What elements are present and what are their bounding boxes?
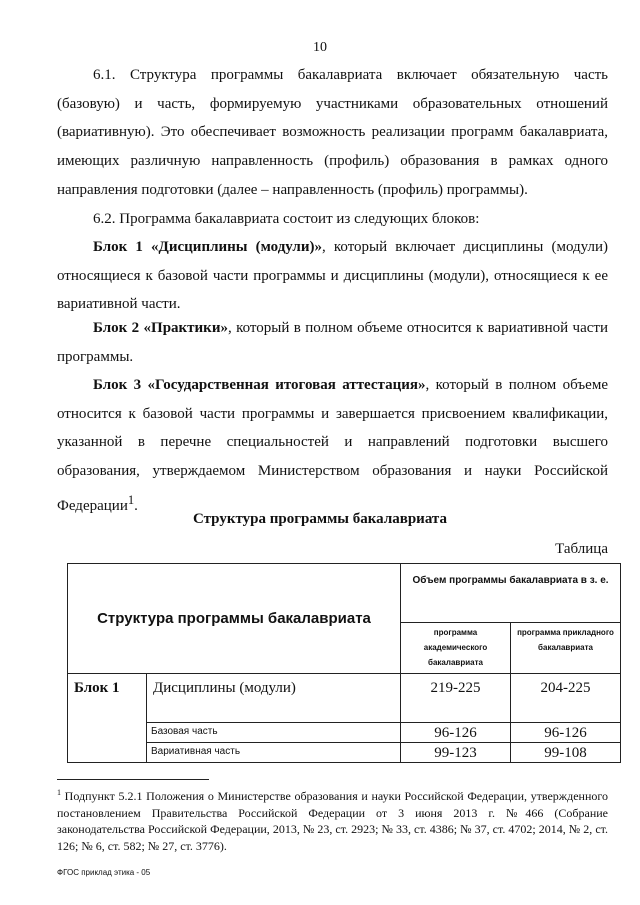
header-structure: Структура программы бакалавриата bbox=[68, 564, 401, 674]
paragraph-6-2: 6.2. Программа бакалавриата состоит из следующих блоков: bbox=[93, 211, 480, 227]
row-name: Базовая часть bbox=[147, 723, 401, 743]
structure-table bbox=[67, 563, 621, 763]
footnote-separator bbox=[57, 779, 209, 780]
row-name: Дисциплины (модули) bbox=[147, 674, 401, 723]
header-academic: программа академического бакалавриата bbox=[401, 623, 511, 674]
block-2-title: Блок 2 «Практики» bbox=[93, 320, 228, 336]
block-2-text: , который в полном объеме относится к вариативной части программы. bbox=[57, 320, 608, 365]
block-3-paragraph bbox=[57, 371, 608, 521]
paragraph-6-1: 6.1. Структура программы бакалавриата включает обязательную часть (базовую) и часть, формируемую участниками образовательных отношений (вариативную). Это обеспечивает возможность реализации программ бакалавриата, имеющих различную направленность (профиль) образования в рамках одного направления подготовки (далее – направленность (профиль) программы). bbox=[57, 67, 608, 198]
header-applied: программа прикладного бакалавриата bbox=[511, 623, 621, 674]
applied-value: 204-225 bbox=[511, 674, 621, 723]
footnote bbox=[57, 785, 608, 854]
table-row bbox=[68, 743, 621, 763]
block-2-paragraph bbox=[57, 314, 608, 371]
block-3-end: . bbox=[134, 497, 138, 514]
block-1-text: , который включает дисциплины (модули) относящиеся к базовой части программы и дисциплины (модули), относящиеся к ее вариативной части. bbox=[57, 239, 609, 313]
footnote-mark: 1 bbox=[57, 788, 61, 797]
applied-value: 96-126 bbox=[511, 723, 621, 743]
academic-value: 96-126 bbox=[401, 723, 511, 743]
block-cell: Блок 1 bbox=[68, 674, 147, 763]
table-row bbox=[68, 723, 621, 743]
row-name: Вариативная часть bbox=[147, 743, 401, 763]
academic-value: 219-225 bbox=[401, 674, 511, 723]
page-number: 10 bbox=[313, 40, 327, 55]
table-label: Таблица bbox=[555, 541, 608, 557]
applied-value: 99-108 bbox=[511, 743, 621, 763]
table-row bbox=[68, 674, 621, 723]
block-1-paragraph bbox=[57, 233, 608, 319]
table-title: Структура программы бакалавриата bbox=[193, 511, 447, 527]
academic-value: 99-123 bbox=[401, 743, 511, 763]
block-3-text: , который в полном объеме относится к базовой части программы и завершается присвоением квалификации, указанной в перечне специальностей и направлений подготовки высшего образования, утверждаемом Министерством образования и науки Российской Федерации bbox=[57, 377, 608, 514]
footnote-ref: 1 bbox=[127, 492, 135, 507]
header-volume: Объем программы бакалавриата в з. е. bbox=[401, 564, 621, 623]
page-footer: ФГОС приклад этика - 05 bbox=[57, 868, 151, 877]
block-1-title: Блок 1 «Дисциплины (модули)» bbox=[93, 239, 322, 255]
block-3-title: Блок 3 «Государственная итоговая аттестация» bbox=[93, 377, 426, 393]
footnote-text: Подпункт 5.2.1 Положения о Министерстве образования и науки Российской Федерации, утвержденного постановлением Правительства Российской Федерации от 3 июня 2013 г. №466 (Собрание законодательства Российской Федерации, 2013, № 23, ст. 2923; № 33, ст. 4386; № 37, ст. 4702; 2014, № 2, ст. 126; № 6, ст. 582; № 27, ст. 3776). bbox=[57, 789, 608, 853]
